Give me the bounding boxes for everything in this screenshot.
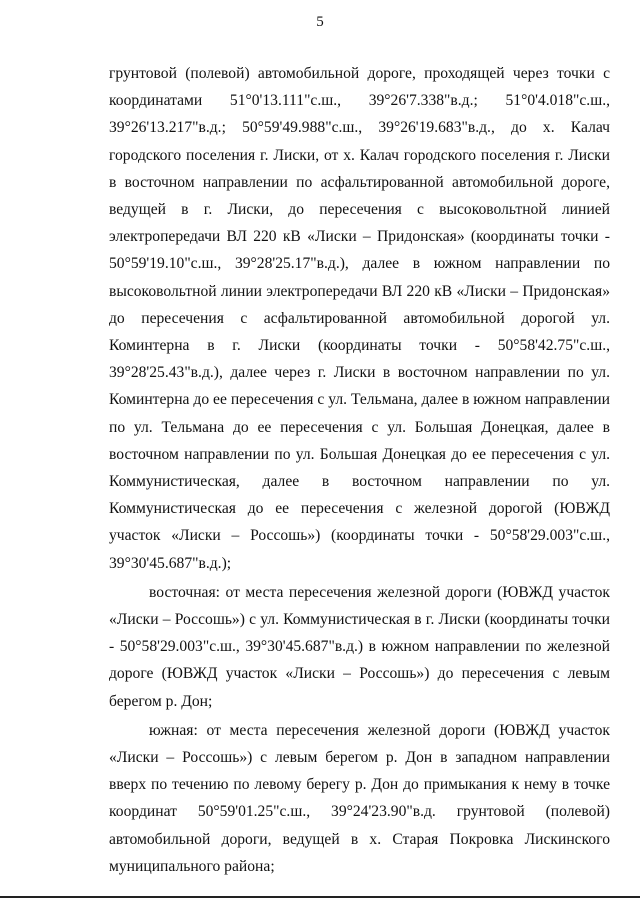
paragraph-south-boundary: южная: от места пересечения железной дороги (ЮВЖД участок «Лиски – Россошь») с левым берегом р. Дон в западном направлении вверх по течению по левому берегу р. Дон до примыкания к нему в точке координат 50°59'01.25"с.ш., 39°24'23.90"в.д. грунтовой (полевой) автомобильной дороги, ведущей в х. Старая Покровка Лискинского муниципального района; <box>109 721 610 875</box>
document-body <box>109 60 610 880</box>
page-number: 5 <box>316 14 324 30</box>
page-bottom-rule <box>0 896 640 898</box>
paragraph-north-boundary-continued: грунтовой (полевой) автомобильной дороге, проходящей через точки с координатами 51°0'13.111"с.ш., 39°26'7.338"в.д.; 51°0'4.018"с.ш., 39°26'13.217"в.д.; 50°59'49.988"с.ш., 39°26'19.683"в.д., до х. Калач городского поселения г. Лиски, от х. Калач городского поселения г. Лиски в восточном направлении по асфальтированной автомобильной дороге, ведущей в г. Лиски, до пересечения с высоковольтной линией электропередачи ВЛ 220 кВ «Лиски – Придонская» (координаты точки - 50°59'19.10"с.ш., 39°28'25.17"в.д.), далее в южном направлении по высоковольтной линии электропередачи ВЛ 220 кВ «Лиски – Придонская» до пересечения с асфальтированной автомобильной дорогой ул. Коминтерна в г. Лиски (координаты точки - 50°58'42.75"с.ш., 39°28'25.43"в.д.), далее через г. Лиски в восточном направлении по ул. Коминтерна до ее пересечения с ул. Тельмана, далее в южном направлении по ул. Тельмана до ее пересечения с ул. Большая Донецкая, далее в восточном направлении по ул. Большая Донецкая до ее пересечения с ул. Коммунистическая, далее в восточном направлении по ул. Коммунистическая до ее пересечения с железной дорогой (ЮВЖД участок «Лиски – Россошь») (координаты точки - 50°58'29.003"с.ш., 39°30'45.687"в.д.); <box>109 65 610 572</box>
paragraph-east-boundary: восточная: от места пересечения железной дороги (ЮВЖД участок «Лиски – Россошь») с ул. Коммунистическая в г. Лиски (координаты точки - 50°58'29.003"с.ш., 39°30'45.687"в.д.) в южном направлении по железной дороге (ЮВЖД участок «Лиски – Россошь») до пересечения с левым берегом р. Дон; <box>109 583 610 710</box>
